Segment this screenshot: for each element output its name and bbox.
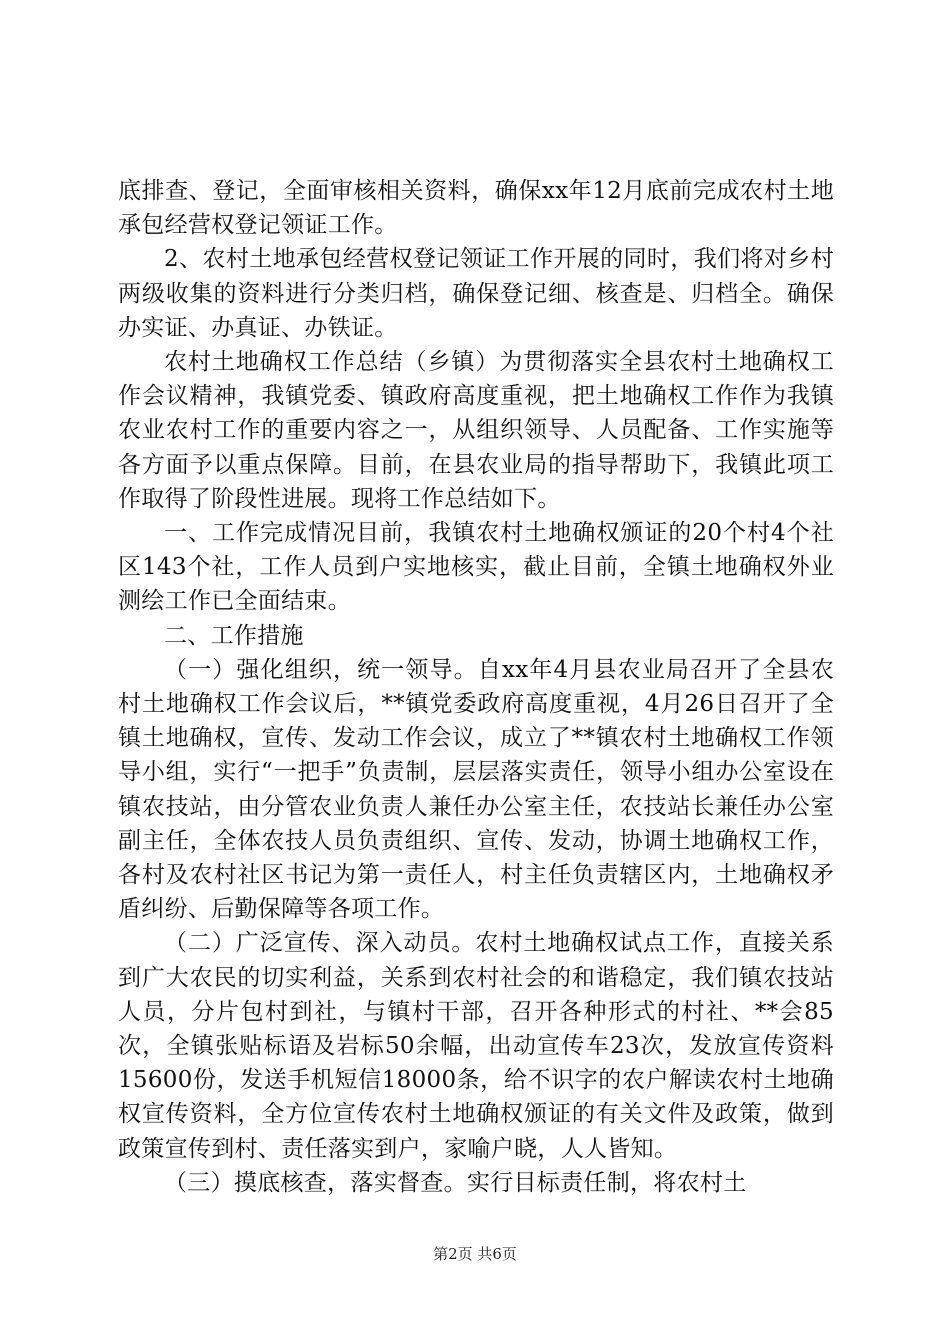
- page-footer: 第2页 共6页: [433, 1245, 517, 1263]
- paragraph-2: 2、农村土地承包经营权登记领证工作开展的同时，我们将对乡村两级收集的资料进行分类归档，确保登记细、核查是、归档全。确保办实证、办真证、办铁证。: [118, 246, 834, 341]
- paragraph-6: （二）广泛宣传、深入动员。农村土地确权试点工作，直接关系到广大农民的切实利益，关系到农村社会的和谐稳定，我们镇农技站人员，分片包村到社，与镇村干部，召开各种形式的村社、**会85次，全镇张贴标语及岩标50余幅，出动宣传车23次，发放宣传资料15600份，发送手机短信18000条，给不识字的农户解读农村土地确权宣传资料，全方位宣传农村土地确权颁证的有关文件及政策，做到政策宣传到村、责任落实到户，家喻户晓，人人皆知。: [118, 930, 834, 1162]
- paragraph-4: 一、工作完成情况目前，我镇农村土地确权颁证的20个村4个社区143个社，工作人员到户实地核实，截止目前，全镇土地确权外业测绘工作已全面结束。: [118, 520, 834, 615]
- document-body: [118, 174, 834, 1200]
- paragraph-5: （一）强化组织，统一领导。自xx年4月县农业局召开了全县农村土地确权工作会议后，**镇党委政府高度重视，4月26日召开了全镇土地确权，宣传、发动工作会议，成立了**镇农村土地确权工作领导小组，实行“一把手”负责制，层层落实责任，领导小组办公室设在镇农技站，由分管农业负责人兼任办公室主任，农技站长兼任办公室副主任，全体农技人员负责组织、宣传、发动，协调土地确权工作，各村及农村社区书记为第一责任人，村主任负责辖区内，土地确权矛盾纠纷、后勤保障等各项工作。: [118, 656, 834, 923]
- paragraph-3: 农村土地确权工作总结（乡镇）为贯彻落实全县农村土地确权工作会议精神，我镇党委、镇政府高度重视，把土地确权工作作为我镇农业农村工作的重要内容之一，从组织领导、人员配备、工作实施等各方面予以重点保障。目前，在县农业局的指导帮助下，我镇此项工作取得了阶段性进展。现将工作总结如下。: [118, 349, 834, 512]
- section-heading-measures: 二、工作措施: [164, 622, 304, 649]
- paragraph-1: 底排查、登记，全面审核相关资料，确保xx年12月底前完成农村土地承包经营权登记领证工作。: [118, 178, 834, 239]
- paragraph-7: （三）摸底核查，落实督查。实行目标责任制，将农村土: [164, 1169, 747, 1196]
